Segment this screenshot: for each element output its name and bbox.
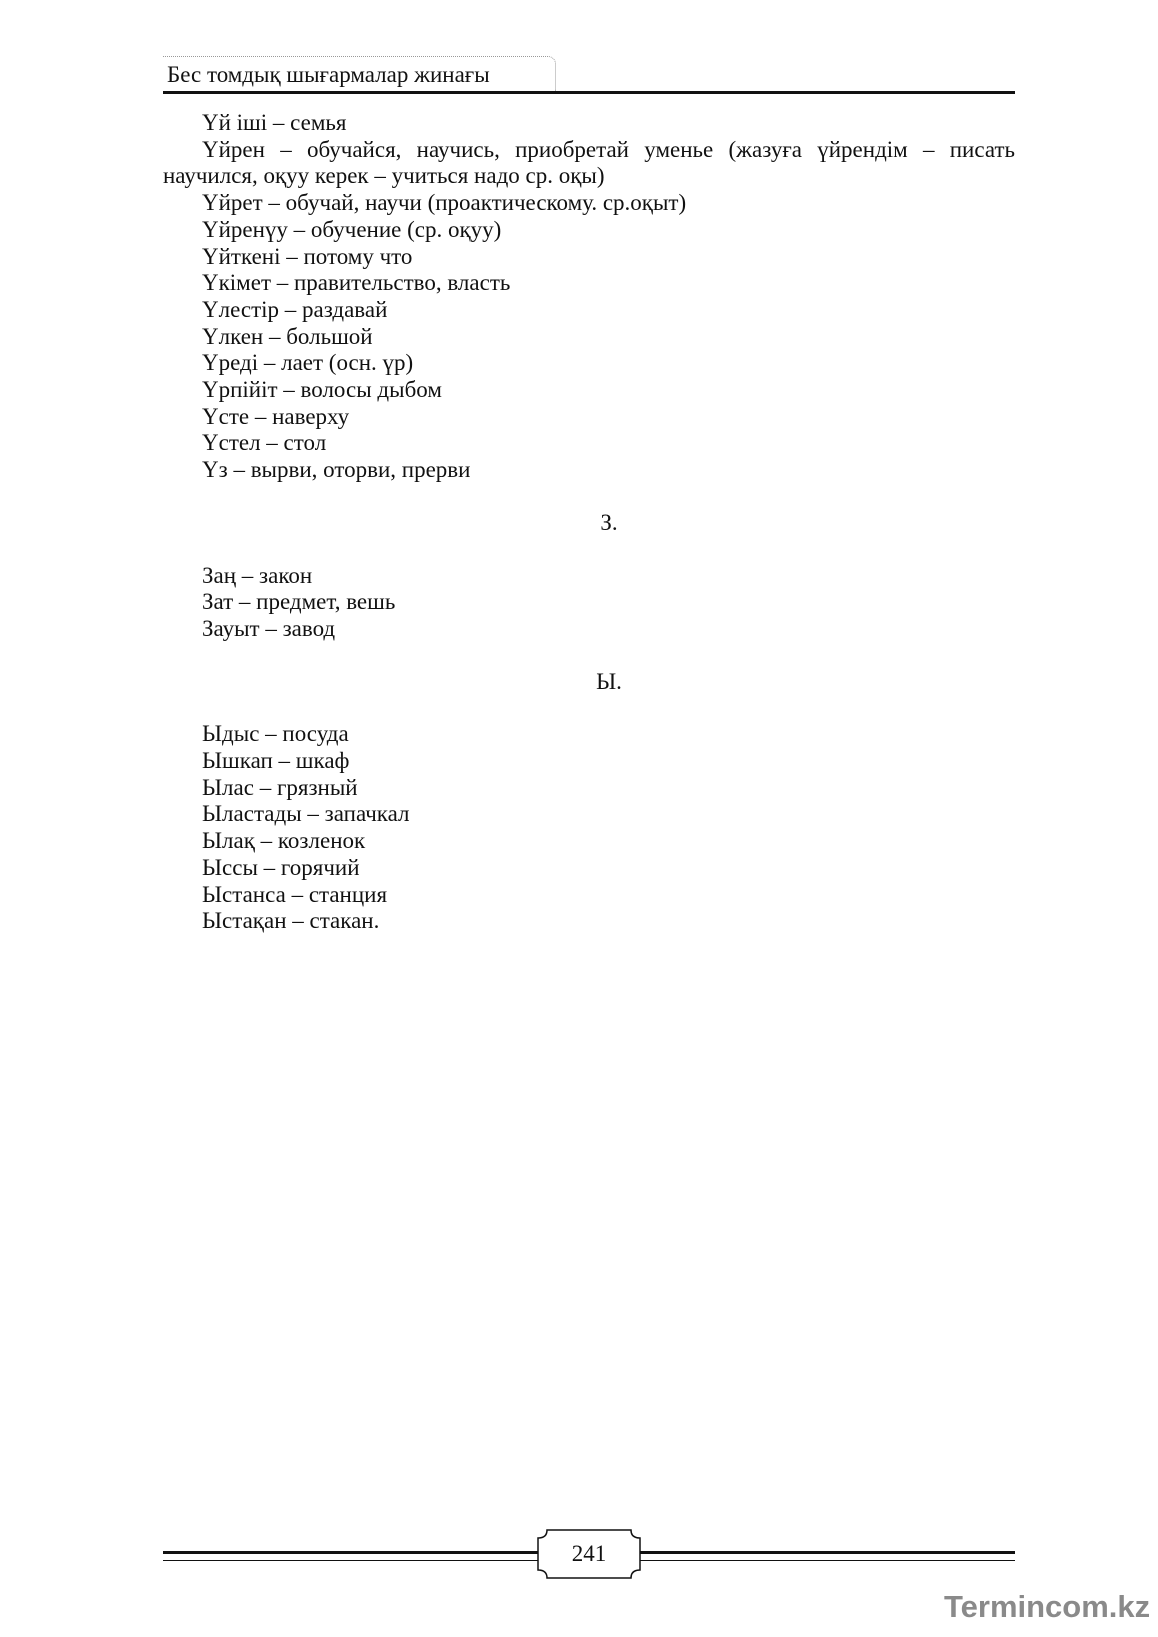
dictionary-entry: Ыластады – запачкал [202,801,410,827]
dictionary-entry: Үстел – стол [202,430,327,456]
site-watermark: Termincom.kz [944,1589,1151,1624]
dictionary-entry: Үйренүу – обучение (ср. оқуу) [202,216,502,242]
footer-rule-right [639,1551,1015,1561]
header-rule [163,91,1015,94]
dictionary-entry: Ылас – грязный [202,774,358,800]
dictionary-entry: Заң – закон [202,562,313,588]
section-heading-y: Ы. [596,668,622,694]
book-title: Бес томдық шығармалар жинағы [167,62,490,87]
dictionary-entry: Үлестір – раздавай [202,296,388,322]
section-y [163,669,1015,935]
dictionary-entry: Үз – вырви, оторви, прерви [202,457,471,483]
page-number-frame [537,1529,641,1579]
section-z [163,510,1015,643]
dictionary-entry: Зат – предмет, вешь [202,589,396,615]
dictionary-entry: Үрпійіт – волосы дыбом [202,377,442,403]
running-header [163,56,1015,94]
dictionary-entry: Үйрен – обучайся, научись, приобретай уменье (жазуға үйрендім – писать научился, оқуу керек – учиться надо ср. оқы) [163,136,1015,189]
dictionary-entry: Үйткені – потому что [202,243,413,269]
dictionary-entry: Үсте – наверху [202,403,350,429]
dictionary-entry: Ыстақан – стакан. [202,908,380,934]
page-number: 241 [571,1541,607,1566]
dictionary-entry: Ыстанса – станция [202,881,388,907]
page-footer [163,1526,1015,1582]
dictionary-entry: Үкімет – правительство, власть [202,270,511,296]
section-heading-z: З. [600,509,618,535]
dictionary-content [163,110,1015,935]
dictionary-entry: Үй іші – семья [202,110,347,135]
footer-rule-left [163,1551,539,1561]
dictionary-entry: Ышкап – шкаф [202,748,350,774]
dictionary-entry: Ылақ – козленок [202,828,366,854]
dictionary-entry: Үреді – лает (осн. үр) [202,350,414,376]
dictionary-entry: Зауыт – завод [202,615,336,641]
dictionary-entry: Үлкен – большой [202,323,373,349]
dictionary-entry: Ыссы – горячий [202,854,360,880]
dictionary-entry: Үйрет – обучай, научи (проактическому. ср.оқыт) [202,190,687,216]
dictionary-entry: Ыдыс – посуда [202,721,349,747]
section-u [163,110,1015,484]
